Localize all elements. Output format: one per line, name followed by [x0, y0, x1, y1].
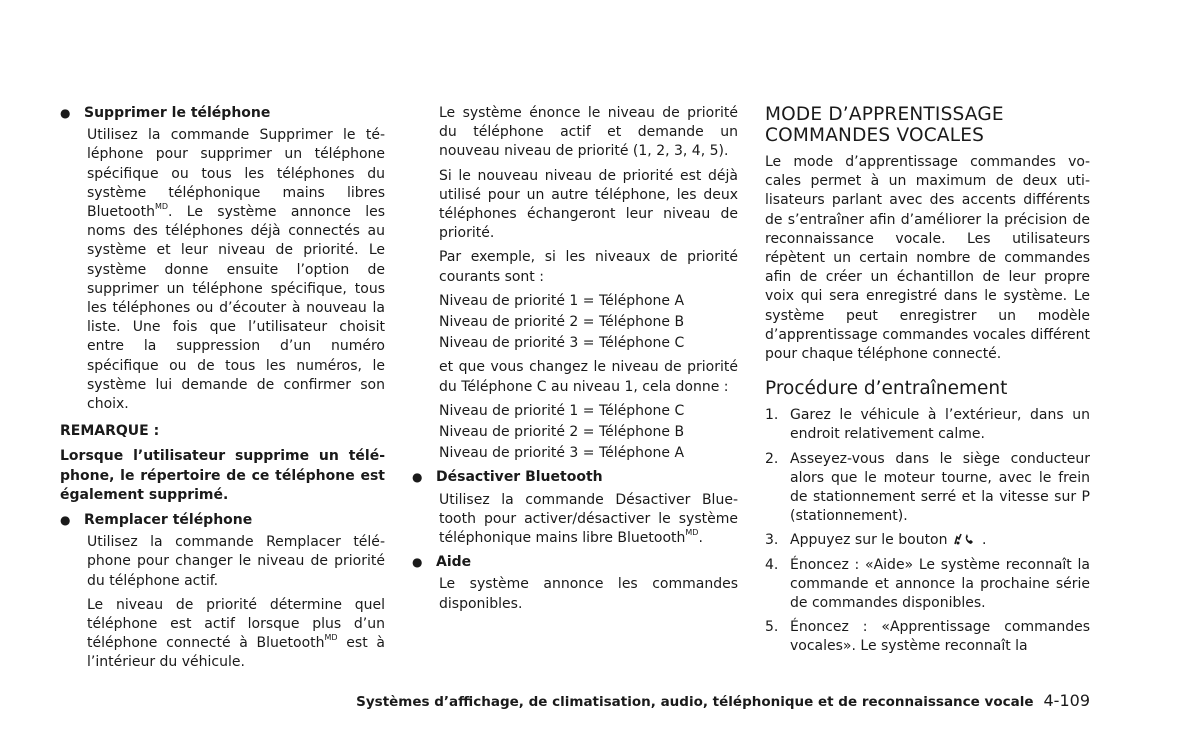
text-part: est à l’intérieur du véhicule.: [87, 635, 385, 671]
step-item: [765, 556, 1090, 614]
subsection-heading: Procédure d’entraînement: [765, 378, 1008, 400]
footer-chapter-title: Systèmes d’affichage, de climatisation, audio, téléphonique et de reconnaissance vocale: [356, 694, 1034, 710]
step-number: 1.: [765, 407, 779, 424]
paragraph-supprimer: [60, 126, 385, 414]
trademark-sup: MD: [324, 633, 338, 643]
text-part: Utilisez la commande Désactiver Bluetooth pour activer/désactiver le système téléphonique mains libre Bluetooth: [439, 491, 738, 547]
paragraph-aide: Le système annonce les commandes disponibles.: [439, 576, 738, 612]
step-text: Énoncez : «Apprentissage commandes vocales». Le système reconnaît la: [790, 619, 1090, 655]
text-part: Le niveau de priorité détermine quel téléphone est actif lorsque plus d’un téléphone connecté à Bluetooth: [87, 596, 385, 652]
bullet-dot-icon: ●: [60, 106, 71, 120]
priority-line: Niveau de priorité 2 = Téléphone B: [439, 424, 685, 441]
step-number: 2.: [765, 450, 779, 467]
text-part: .: [698, 530, 703, 547]
heading-text: Supprimer le téléphone: [84, 105, 271, 121]
step-item: [765, 450, 1090, 527]
paragraph-remplacer-2: [60, 596, 385, 673]
bullet-heading-desactiver: [412, 468, 738, 487]
paragraph-priority-4: et que vous changez le niveau de priorité du Téléphone C au niveau 1, cela donne :: [439, 359, 738, 395]
remarque-heading: REMARQUE :: [60, 423, 160, 440]
steps-list: [765, 406, 1090, 656]
page-number: 4-109: [1043, 691, 1090, 710]
text-part: Utilisez la commande Supprimer le téléphone pour supprimer un téléphone spécifique ou tous les téléphones du système téléphonique mains libres Bluetooth: [87, 127, 385, 221]
priority-line: Niveau de priorité 3 = Téléphone C: [439, 335, 685, 352]
step-item: [765, 406, 1090, 444]
paragraph-priority-2: Si le nouveau niveau de priorité est déjà utilisé pour un autre téléphone, les deux téléphones échangeront leur niveau de priorité.: [439, 167, 738, 242]
text-part: . Le système annonce les noms des téléphones déjà connectés au système et leur niveau de priorité. Le système donne ensuite l’option de supprimer un téléphone spécifique, tous les téléphones ou d’écouter à nouveau la liste. Une fois que l’utilisateur choisit entre la suppression d’un numéro spécifique ou de tous les numéros, le système lui demande de confirmer son choix.: [87, 204, 385, 413]
step-text-end: .: [981, 532, 987, 549]
step-text: Énoncez : «Aide» Le système reconnaît la commande et annonce la prochaine série de commandes disponibles.: [790, 556, 1090, 612]
step-item: [765, 531, 1090, 550]
step-text: Garez le véhicule à l’extérieur, dans un endroit relativement calme.: [790, 407, 1090, 443]
trademark-sup: MD: [154, 202, 169, 212]
priority-line: Niveau de priorité 1 = Téléphone C: [439, 402, 685, 419]
trademark-sup: MD: [685, 528, 699, 538]
bullet-dot-icon: ●: [412, 470, 423, 485]
bullet-dot-icon: ●: [412, 555, 423, 570]
priority-line: Niveau de priorité 1 = Téléphone A: [439, 292, 685, 309]
phone-talk-icon: [952, 532, 982, 546]
priority-line: Niveau de priorité 2 = Téléphone B: [439, 314, 685, 331]
bullet-heading-remplacer: [60, 511, 385, 530]
paragraph-priority-3: Par exemple, si les niveaux de priorité courants sont :: [439, 249, 738, 285]
heading-text: Aide: [436, 554, 472, 571]
step-number: 5.: [765, 619, 779, 636]
step-text: Appuyez sur le bouton: [790, 532, 948, 549]
step-number: 3.: [765, 532, 779, 549]
bullet-heading-supprimer: [60, 104, 385, 123]
paragraph-desactiver: [412, 491, 738, 549]
bullet-dot-icon: ●: [60, 513, 71, 528]
heading-text: Désactiver Bluetooth: [436, 469, 603, 486]
column-2: [412, 104, 738, 619]
remarque-text: Lorsque l’utilisateur supprime un téléphone, le répertoire de ce téléphone est également supprimé.: [60, 448, 385, 503]
page-footer: [300, 691, 1090, 710]
column-1: [60, 104, 385, 678]
section-heading: MODE D’APPRENTISSAGE COMMANDES VOCALES: [765, 104, 1004, 146]
heading-text: Remplacer téléphone: [84, 512, 253, 529]
paragraph-remplacer-1: Utilisez la commande Remplacer téléphone pour changer le niveau de priorité du téléphone actif.: [87, 534, 385, 589]
priority-line: Niveau de priorité 3 = Téléphone A: [439, 445, 685, 462]
paragraph-mode-apprentissage: Le mode d’apprentissage commandes vocales permet à un maximum de deux utilisateurs parlant avec des accents différents de s’entraîner afin d’améliorer la précision de reconnaissance vocale. Les utilisateurs répètent un certain nombre de commandes afin de créer un échantillon de leur propre voix qui sera enregistré dans le système. Le système peut enregistrer un modèle d’apprentissage commandes vocales différent pour chaque téléphone connecté.: [765, 154, 1090, 363]
step-item: [765, 618, 1090, 656]
bullet-heading-aide: [412, 553, 738, 572]
paragraph-priority-1: Le système énonce le niveau de priorité du téléphone actif et demande un nouveau niveau de priorité (1, 2, 3, 4, 5).: [439, 105, 738, 160]
step-text: Asseyez-vous dans le siège conducteur alors que le moteur tourne, avec le frein de stationnement serré et la vitesse sur P (stationnement).: [790, 450, 1090, 525]
column-3: [765, 104, 1090, 662]
step-number: 4.: [765, 556, 779, 573]
